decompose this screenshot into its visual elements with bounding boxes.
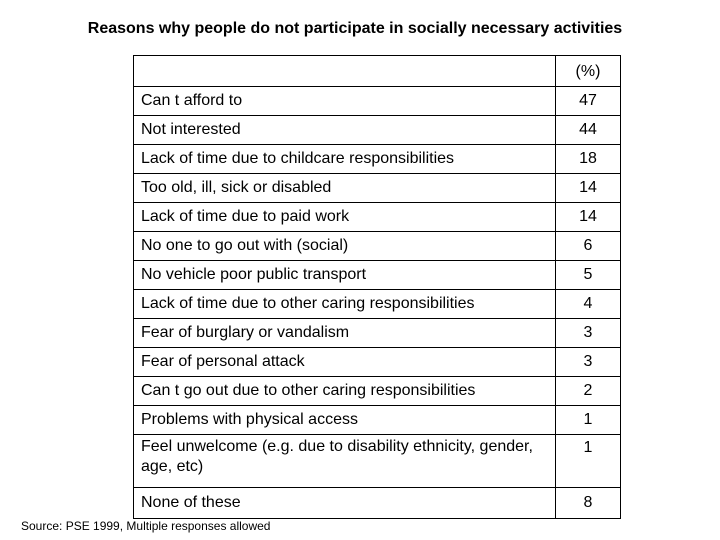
row-label: No one to go out with (social): [134, 232, 556, 261]
table-row: [134, 435, 621, 488]
table-row: [134, 261, 621, 290]
row-label: Feel unwelcome (e.g. due to disability ethnicity, gender, age, etc): [134, 435, 556, 488]
table-row: [134, 87, 621, 116]
row-value: 1: [556, 406, 621, 435]
row-label: Not interested: [134, 116, 556, 145]
row-value: 47: [556, 87, 621, 116]
table-row: [134, 290, 621, 319]
page-title: Reasons why people do not participate in socially necessary activities: [87, 20, 623, 37]
row-value: 3: [556, 348, 621, 377]
row-value: 2: [556, 377, 621, 406]
row-label: Fear of burglary or vandalism: [134, 319, 556, 348]
table-row: [134, 174, 621, 203]
table-row: [134, 406, 621, 435]
row-value: 18: [556, 145, 621, 174]
row-label: Can t go out due to other caring responsibilities: [134, 377, 556, 406]
row-value: 1: [556, 435, 621, 488]
header-percent-cell: (%): [556, 56, 621, 87]
row-label: Lack of time due to paid work: [134, 203, 556, 232]
row-value: 6: [556, 232, 621, 261]
row-label: No vehicle poor public transport: [134, 261, 556, 290]
table-row: [134, 145, 621, 174]
row-label: Fear of personal attack: [134, 348, 556, 377]
table-header-row: [134, 56, 621, 87]
row-label: Problems with physical access: [134, 406, 556, 435]
row-label: Lack of time due to other caring responsibilities: [134, 290, 556, 319]
reasons-table: [133, 55, 621, 519]
table-row: [134, 488, 621, 519]
row-value: 44: [556, 116, 621, 145]
header-label-cell: [134, 56, 556, 87]
row-label: Too old, ill, sick or disabled: [134, 174, 556, 203]
row-value: 14: [556, 203, 621, 232]
row-value: 5: [556, 261, 621, 290]
table-row: [134, 319, 621, 348]
table-row: [134, 116, 621, 145]
source-note: Source: PSE 1999, Multiple responses allowed: [21, 519, 271, 533]
table-row: [134, 348, 621, 377]
table-row: [134, 377, 621, 406]
row-value: 3: [556, 319, 621, 348]
row-label: Lack of time due to childcare responsibilities: [134, 145, 556, 174]
table-row: [134, 203, 621, 232]
table-row: [134, 232, 621, 261]
row-value: 14: [556, 174, 621, 203]
row-label: None of these: [134, 488, 556, 519]
row-value: 4: [556, 290, 621, 319]
row-value: 8: [556, 488, 621, 519]
row-label: Can t afford to: [134, 87, 556, 116]
